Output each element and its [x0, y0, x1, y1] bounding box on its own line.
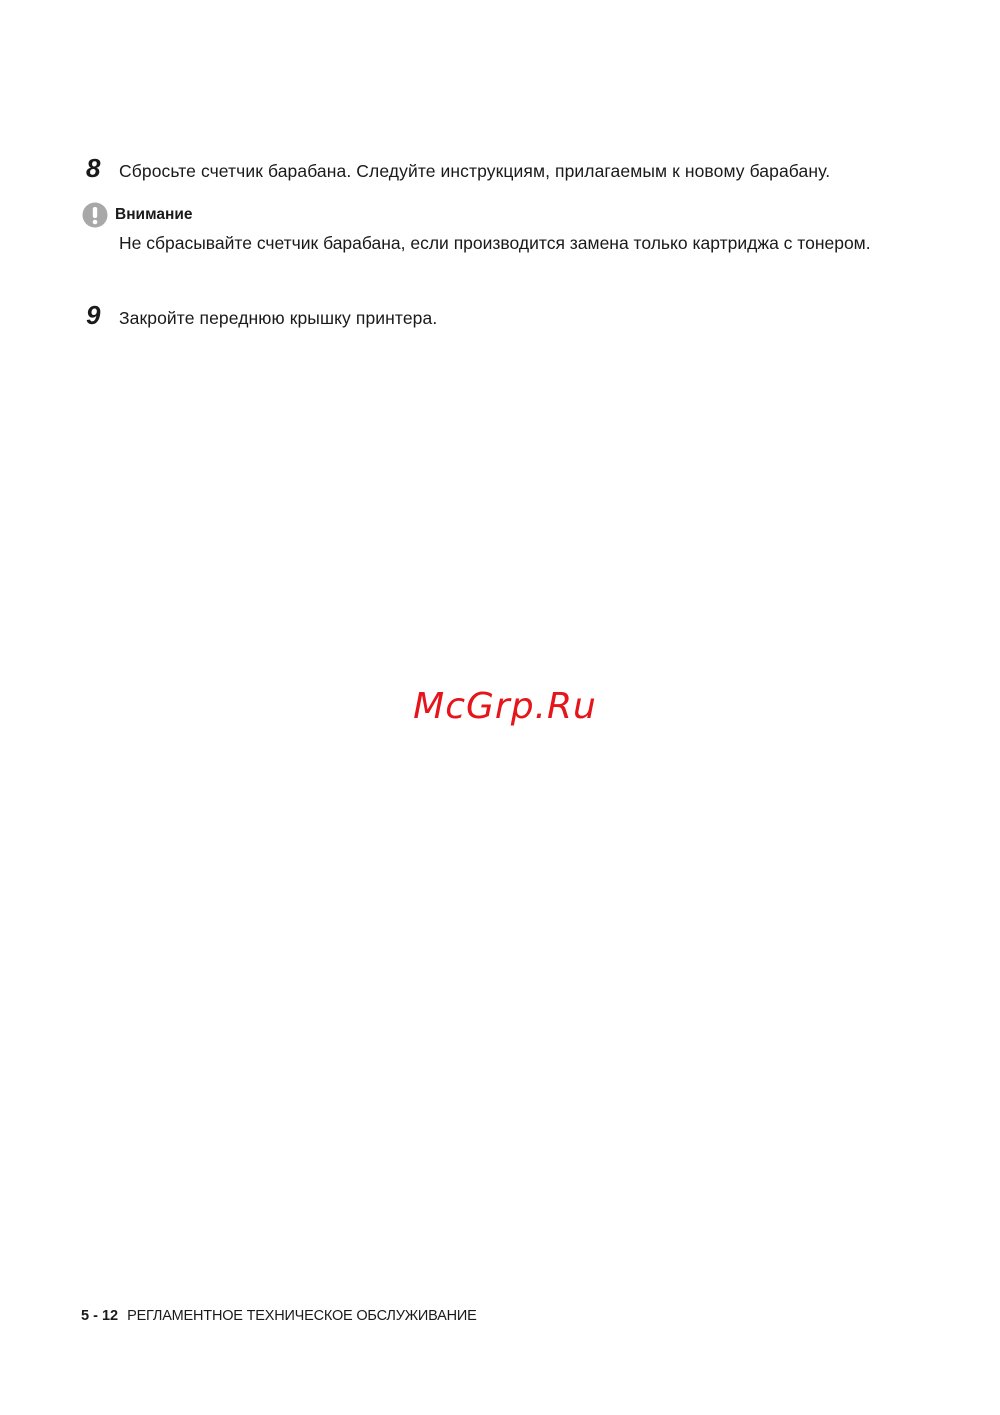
note-header — [82, 202, 882, 228]
note-title: Внимание — [115, 206, 193, 223]
chapter-title: РЕГЛАМЕНТНОЕ ТЕХНИЧЕСКОЕ ОБСЛУЖИВАНИЕ — [127, 1308, 477, 1324]
step-9 — [86, 300, 437, 331]
step-text: Сбросьте счетчик барабана. Следуйте инструкциям, прилагаемым к новому барабану. — [119, 161, 831, 181]
watermark: McGrp.Ru — [413, 686, 597, 727]
step-number: 9 — [86, 300, 101, 330]
step-number: 8 — [86, 153, 101, 183]
note-body: Не сбрасывайте счетчик барабана, если производится замена только картриджа с тонером. — [119, 233, 871, 253]
step-text: Закройте переднюю крышку принтера. — [119, 308, 438, 328]
step-8 — [86, 153, 830, 184]
exclamation-icon — [82, 202, 108, 228]
page-number: 5 - 12 — [81, 1308, 119, 1324]
caution-note — [82, 202, 882, 255]
page-footer — [81, 1308, 477, 1324]
